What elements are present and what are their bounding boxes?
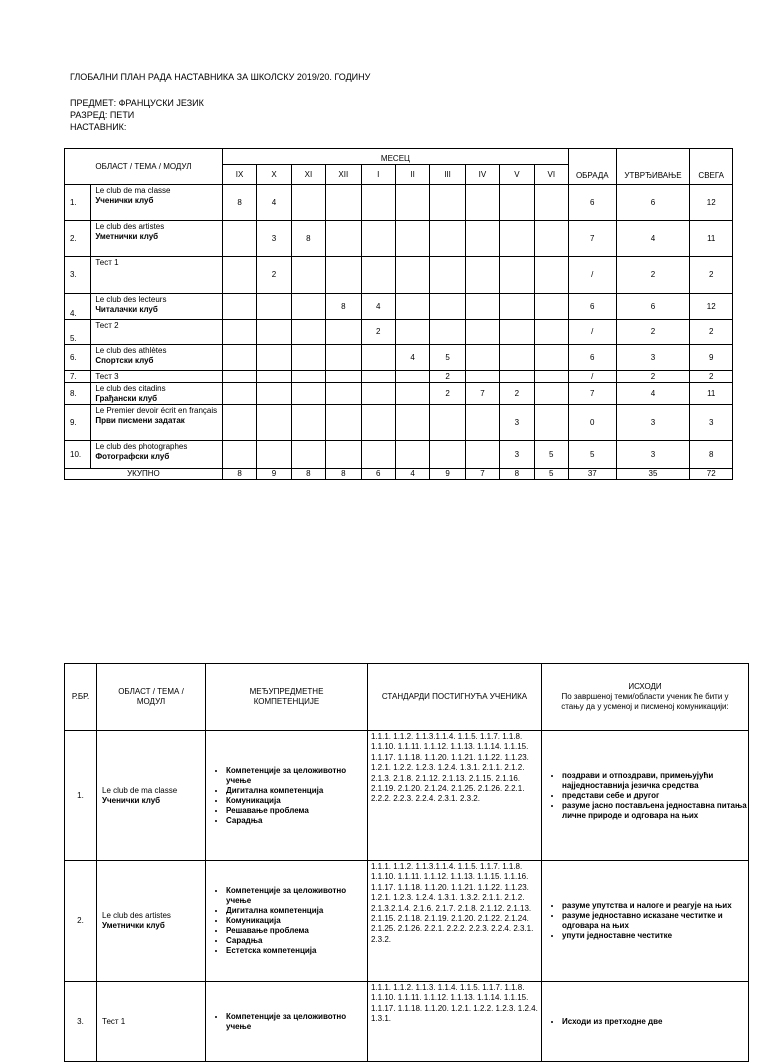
plan-cell-month [534, 221, 568, 257]
plan-row-theme-fr: Le club des citadins [95, 384, 166, 393]
plan-row-theme-fr: Le club de ma classe [95, 186, 171, 195]
plan-col-month: МЕСЕЦ [222, 149, 568, 165]
plan-cell-month [222, 221, 256, 257]
competence-item: • Компетенције за целоживотно учење [226, 766, 367, 786]
plan-row [65, 185, 733, 221]
plan-row-num: 1. [65, 185, 91, 221]
plan-cell-month [361, 221, 395, 257]
outcome-item: • разуме једноставно исказане честитке и одговара на њих [562, 911, 748, 931]
plan-cell-month [465, 320, 499, 345]
plan-row-num: 7. [65, 371, 91, 383]
plan-cell-month [326, 383, 361, 405]
plan-cell-month [500, 221, 534, 257]
plan-total-utvr: 35 [616, 469, 690, 480]
plan-cell-month [291, 345, 325, 371]
plan-cell-obrada: / [569, 320, 617, 345]
plan-row-theme-fr: Le club des athlètes [95, 346, 167, 355]
outcome-row-theme-fr: Тест 1 [102, 1016, 126, 1026]
plan-cell-month: 2 [257, 257, 291, 294]
plan-row-theme-fr: Le club des lecteurs [95, 295, 167, 304]
plan-cell-utvr: 2 [616, 371, 690, 383]
plan-row-theme-sr: Спортски клуб [95, 356, 154, 365]
plan-row-num: 5. [65, 320, 91, 345]
plan-row-num: 6. [65, 345, 91, 371]
plan-total-label: УКУПНО [65, 469, 223, 480]
outcome-item: • упути једноставне честитке [562, 931, 748, 941]
plan-row [65, 294, 733, 320]
outcome-row-standards: 1.1.1. 1.1.2. 1.1.3.1.1.4. 1.1.5. 1.1.7. 1.1.8. 1.1.10. 1.1.11. 1.1.12. 1.1.13. 1.1.15. 1.1.16. 1.1.17. 1.1.18. 1.1.20. 1.1.21. 1.1.22. 1.1.23. 1.2.1. 1.2.3. 1.2.4. 1.3.1. 1.3.2. 2.1.1. 2.1.2. 2.1.3.2.1.4. 2.1.6. 2.1.7. 2.1.8. 2.1.12. 2.1.13. 2.1.15. 2.1.18. 2.1.19. 2.1.20. 2.1.22. 2.1.24. 2.1.25. 2.1.26. 2.2.1. 2.2.2. 2.2.3. 2.2.4. 2.3.1. 2.3.2. [368, 861, 542, 982]
plan-cell-month: 7 [465, 383, 499, 405]
competence-item: • Компетенције за целоживотно учење [226, 886, 367, 906]
plan-cell-month [430, 257, 465, 294]
plan-cell-month [326, 371, 361, 383]
plan-cell-svega: 9 [690, 345, 733, 371]
plan-cell-month [326, 345, 361, 371]
plan-cell-month [291, 441, 325, 469]
plan-cell-month [465, 371, 499, 383]
plan-total-month: 8 [500, 469, 534, 480]
plan-cell-month [222, 405, 256, 441]
outcomes-table [64, 663, 749, 1062]
plan-row-theme [91, 221, 223, 257]
plan-month-5: II [395, 165, 429, 185]
plan-cell-month [326, 320, 361, 345]
plan-row-theme-fr: Le club des artistes [95, 222, 165, 231]
plan-cell-month [430, 405, 465, 441]
plan-cell-obrada: / [569, 371, 617, 383]
plan-cell-month [395, 441, 429, 469]
plan-cell-month: 2 [500, 383, 534, 405]
plan-cell-month [326, 185, 361, 221]
outcome-row-competences [206, 982, 368, 1062]
plan-col-area: ОБЛАСТ / ТЕМА / МОДУЛ [65, 149, 223, 185]
plan-cell-month [222, 345, 256, 371]
plan-cell-obrada: 5 [569, 441, 617, 469]
plan-total-month: 8 [326, 469, 361, 480]
plan-cell-month [534, 371, 568, 383]
plan-cell-month [361, 345, 395, 371]
outcome-row-num: 2. [65, 861, 97, 982]
plan-cell-month [222, 294, 256, 320]
plan-row-theme [91, 383, 223, 405]
plan-col-utvr: УТВРЂИВАЊЕ [616, 149, 690, 185]
plan-cell-month [222, 441, 256, 469]
plan-row [65, 441, 733, 469]
plan-cell-month [257, 405, 291, 441]
plan-cell-month: 3 [500, 405, 534, 441]
plan-cell-month [222, 320, 256, 345]
plan-row [65, 257, 733, 294]
plan-cell-month [465, 345, 499, 371]
plan-cell-svega: 11 [690, 383, 733, 405]
plan-cell-month [500, 185, 534, 221]
plan-row-num: 8. [65, 383, 91, 405]
plan-total-month: 8 [291, 469, 325, 480]
outcome-row-competences [206, 731, 368, 861]
plan-cell-month [395, 257, 429, 294]
outcome-item: • Исходи из претходне две [562, 1017, 748, 1027]
outcome-row-outcomes [542, 982, 749, 1062]
out-col-std: СТАНДАРДИ ПОСТИГНУЋА УЧЕНИКА [368, 664, 542, 731]
plan-cell-svega: 2 [690, 257, 733, 294]
outcome-row-outcomes [542, 731, 749, 861]
plan-total-row [65, 469, 733, 480]
plan-cell-obrada: / [569, 257, 617, 294]
plan-row-theme-sr: Читалачки клуб [95, 305, 158, 314]
plan-cell-month [534, 345, 568, 371]
plan-cell-month [291, 320, 325, 345]
plan-cell-month [291, 405, 325, 441]
plan-cell-month: 8 [291, 221, 325, 257]
plan-cell-month [395, 371, 429, 383]
plan-row [65, 371, 733, 383]
plan-cell-month [534, 185, 568, 221]
plan-cell-month [326, 441, 361, 469]
outcome-row-standards: 1.1.1. 1.1.2. 1.1.3. 1.1.4. 1.1.5. 1.1.7. 1.1.8. 1.1.10. 1.1.11. 1.1.12. 1.1.13. 1.1.14. 1.1.15. 1.1.17. 1.1.18. 1.1.20. 1.2.1. 1.2.2. 1.2.3. 1.2.4. 1.3.1. [368, 982, 542, 1062]
plan-cell-month: 8 [222, 185, 256, 221]
plan-cell-month [361, 371, 395, 383]
outcome-row-theme [97, 982, 206, 1062]
outcome-item: • поздрави и отпоздрави, примењујући најједноставнија језичка средства [562, 771, 748, 791]
plan-cell-month [222, 371, 256, 383]
plan-month-2: XI [291, 165, 325, 185]
plan-cell-month: 2 [361, 320, 395, 345]
plan-cell-utvr: 2 [616, 320, 690, 345]
competence-item: • Решавање проблема [226, 926, 367, 936]
outcome-row-standards: 1.1.1. 1.1.2. 1.1.3.1.1.4. 1.1.5. 1.1.7. 1.1.8. 1.1.10. 1.1.11. 1.1.12. 1.1.13. 1.1.14. 1.1.15. 1.1.17. 1.1.18. 1.1.20. 1.1.21. 1.1.22. 1.1.23. 1.2.1. 1.2.2. 1.2.3. 1.2.4. 1.3.1. 2.1.1. 2.1.2. 2.1.3. 2.1.8. 2.1.12. 2.1.13. 2.1.15. 2.1.16. 2.1.19. 2.1.20. 2.1.24. 2.1.25. 2.1.26. 2.2.1. 2.2.2. 2.2.3. 2.2.4. 2.3.1. 2.3.2. [368, 731, 542, 861]
plan-cell-month [361, 383, 395, 405]
plan-cell-month [430, 185, 465, 221]
plan-cell-month [361, 185, 395, 221]
competence-item: • Компетенције за целоживотно учење [226, 1012, 367, 1032]
plan-row [65, 221, 733, 257]
plan-cell-month [395, 320, 429, 345]
plan-cell-month: 5 [430, 345, 465, 371]
plan-cell-utvr: 3 [616, 441, 690, 469]
plan-row-theme-sr: Први писмени задатак [95, 416, 185, 425]
outcome-row-theme-sr: Уметнички клуб [102, 921, 165, 930]
outcome-row [65, 861, 749, 982]
plan-cell-month [534, 320, 568, 345]
outcome-row-theme [97, 731, 206, 861]
plan-cell-month [291, 383, 325, 405]
plan-cell-month [257, 345, 291, 371]
plan-row-theme [91, 185, 223, 221]
plan-cell-obrada: 6 [569, 294, 617, 320]
plan-cell-obrada: 6 [569, 345, 617, 371]
plan-cell-month [222, 257, 256, 294]
plan-total-month: 4 [395, 469, 429, 480]
plan-row-theme [91, 257, 223, 294]
plan-total-month: 9 [257, 469, 291, 480]
plan-cell-month [430, 294, 465, 320]
plan-cell-utvr: 3 [616, 405, 690, 441]
plan-cell-month [291, 371, 325, 383]
plan-cell-utvr: 3 [616, 345, 690, 371]
plan-cell-utvr: 6 [616, 185, 690, 221]
plan-cell-month [257, 441, 291, 469]
plan-cell-month [257, 383, 291, 405]
plan-cell-month [500, 257, 534, 294]
plan-row-theme-fr: Le Premier devoir écrit en français [95, 406, 218, 415]
competence-item: • Комуникација [226, 796, 367, 806]
plan-cell-month: 2 [430, 383, 465, 405]
plan-row [65, 345, 733, 371]
plan-row-num: 3. [65, 257, 91, 294]
plan-row-num: 9. [65, 405, 91, 441]
plan-cell-month [361, 405, 395, 441]
plan-cell-utvr: 4 [616, 383, 690, 405]
plan-row-theme-sr: Грађански клуб [95, 394, 158, 403]
outcome-item: • разуме јасно постављена једноставна питања личне природе и одговара на њих [562, 801, 748, 821]
plan-month-6: III [430, 165, 465, 185]
plan-row-theme-sr: Уметнички клуб [95, 232, 159, 241]
plan-total-month: 5 [534, 469, 568, 480]
grade-line: РАЗРЕД: ПЕТИ [70, 110, 135, 120]
document-title: ГЛОБАЛНИ ПЛАН РАДА НАСТАВНИКА ЗА ШКОЛСКУ 2019/20. ГОДИНУ [70, 72, 371, 82]
plan-col-svega: СВЕГА [690, 149, 733, 185]
plan-cell-month [465, 185, 499, 221]
plan-cell-utvr: 2 [616, 257, 690, 294]
plan-cell-month [257, 294, 291, 320]
plan-cell-month [326, 221, 361, 257]
outcome-row-theme-sr: Ученички клуб [102, 795, 161, 805]
plan-total-month: 9 [430, 469, 465, 480]
plan-cell-utvr: 4 [616, 221, 690, 257]
plan-cell-month [500, 294, 534, 320]
plan-cell-month: 4 [361, 294, 395, 320]
outcome-row-num: 3. [65, 982, 97, 1062]
plan-cell-obrada: 7 [569, 221, 617, 257]
teacher-line: НАСТАВНИК: [70, 122, 127, 132]
plan-cell-month [534, 257, 568, 294]
plan-cell-svega: 2 [690, 320, 733, 345]
plan-month-0: IX [222, 165, 256, 185]
plan-cell-month [500, 320, 534, 345]
plan-cell-month: 3 [257, 221, 291, 257]
plan-cell-month [430, 320, 465, 345]
plan-row-theme-sr: Ученички клуб [95, 196, 154, 205]
out-col-outcomes-sub: По завршеној теми/области ученик ће бити у стању да у усменој и писменој комуникацији: [561, 692, 729, 711]
plan-row-theme-fr: Le club des photographes [95, 442, 188, 451]
plan-cell-month [465, 294, 499, 320]
plan-cell-month [465, 441, 499, 469]
plan-row-theme-fr: Тест 2 [95, 321, 119, 330]
plan-row-theme-fr: Тест 1 [95, 258, 119, 267]
competence-item: • Решавање проблема [226, 806, 367, 816]
plan-row-num: 2. [65, 221, 91, 257]
plan-row-theme [91, 441, 223, 469]
plan-cell-month [500, 345, 534, 371]
plan-cell-month [430, 221, 465, 257]
plan-row-theme [91, 371, 223, 383]
plan-row [65, 320, 733, 345]
plan-cell-month: 8 [326, 294, 361, 320]
plan-month-3: XII [326, 165, 361, 185]
plan-row-num: 4. [65, 294, 91, 320]
plan-cell-svega: 11 [690, 221, 733, 257]
plan-cell-month [291, 257, 325, 294]
out-col-comp: МЕЂУПРЕДМЕТНЕ КОМПЕТЕНЦИЈЕ [206, 664, 368, 731]
plan-row [65, 405, 733, 441]
outcome-row [65, 982, 749, 1062]
competence-item: • Сарадња [226, 816, 367, 826]
plan-total-month: 6 [361, 469, 395, 480]
plan-total-obrada: 37 [569, 469, 617, 480]
plan-total-svega: 72 [690, 469, 733, 480]
plan-cell-month [326, 405, 361, 441]
plan-cell-month [361, 257, 395, 294]
out-col-area: ОБЛАСТ / ТЕМА / МОДУЛ [97, 664, 206, 731]
plan-cell-svega: 3 [690, 405, 733, 441]
outcome-row-num: 1. [65, 731, 97, 861]
plan-cell-month: 2 [430, 371, 465, 383]
plan-cell-month [291, 294, 325, 320]
plan-total-month: 8 [222, 469, 256, 480]
plan-row [65, 383, 733, 405]
plan-cell-month [222, 383, 256, 405]
plan-month-7: IV [465, 165, 499, 185]
plan-row-theme-sr: Фотографски клуб [95, 452, 170, 461]
plan-cell-month [257, 371, 291, 383]
plan-cell-month [326, 257, 361, 294]
plan-cell-month [361, 441, 395, 469]
plan-cell-month [465, 405, 499, 441]
outcome-row-theme [97, 861, 206, 982]
outcome-item: • разуме упутства и налоге и реагује на њих [562, 901, 748, 911]
plan-row-theme [91, 320, 223, 345]
plan-total-month: 7 [465, 469, 499, 480]
plan-cell-svega: 8 [690, 441, 733, 469]
competence-item: • Дигитална компетенција [226, 906, 367, 916]
plan-cell-svega: 2 [690, 371, 733, 383]
plan-cell-month: 4 [395, 345, 429, 371]
plan-row-theme-fr: Тест 3 [95, 372, 119, 381]
competence-item: • Дигитална компетенција [226, 786, 367, 796]
plan-cell-obrada: 6 [569, 185, 617, 221]
plan-cell-month [395, 405, 429, 441]
plan-cell-month [534, 383, 568, 405]
subject-line: ПРЕДМЕТ: ФРАНЦУСКИ ЈЕЗИК [70, 98, 204, 108]
out-col-num: Р.БР. [65, 664, 97, 731]
plan-month-4: I [361, 165, 395, 185]
outcome-item: • представи себе и другог [562, 791, 748, 801]
plan-row-theme [91, 345, 223, 371]
competence-item: • Сарадња [226, 936, 367, 946]
plan-col-obrada: ОБРАДА [569, 149, 617, 185]
plan-cell-obrada: 7 [569, 383, 617, 405]
outcome-row-competences [206, 861, 368, 982]
plan-cell-month [257, 320, 291, 345]
plan-row-num: 10. [65, 441, 91, 469]
plan-cell-month [534, 405, 568, 441]
outcome-row [65, 731, 749, 861]
plan-cell-svega: 12 [690, 185, 733, 221]
plan-cell-month [465, 221, 499, 257]
plan-cell-utvr: 6 [616, 294, 690, 320]
plan-row-theme [91, 405, 223, 441]
plan-cell-month [465, 257, 499, 294]
competence-item: • Естетска компетенција [226, 946, 367, 956]
outcome-row-theme-fr: Le club des artistes [102, 911, 171, 920]
plan-cell-month: 3 [500, 441, 534, 469]
plan-row-theme [91, 294, 223, 320]
plan-cell-month: 4 [257, 185, 291, 221]
plan-cell-month [395, 185, 429, 221]
plan-cell-month [395, 294, 429, 320]
plan-month-8: V [500, 165, 534, 185]
plan-cell-month [291, 185, 325, 221]
plan-cell-month: 5 [534, 441, 568, 469]
plan-cell-obrada: 0 [569, 405, 617, 441]
plan-cell-month [395, 221, 429, 257]
plan-cell-month [500, 371, 534, 383]
plan-month-9: VI [534, 165, 568, 185]
plan-cell-svega: 12 [690, 294, 733, 320]
plan-cell-month [395, 383, 429, 405]
plan-month-1: X [257, 165, 291, 185]
plan-cell-month [430, 441, 465, 469]
outcome-row-outcomes [542, 861, 749, 982]
out-col-outcomes-title: ИСХОДИ [628, 682, 662, 691]
outcome-row-theme-fr: Le club de ma classe [102, 785, 178, 795]
plan-table [64, 148, 733, 480]
plan-cell-month [534, 294, 568, 320]
competence-item: • Комуникација [226, 916, 367, 926]
